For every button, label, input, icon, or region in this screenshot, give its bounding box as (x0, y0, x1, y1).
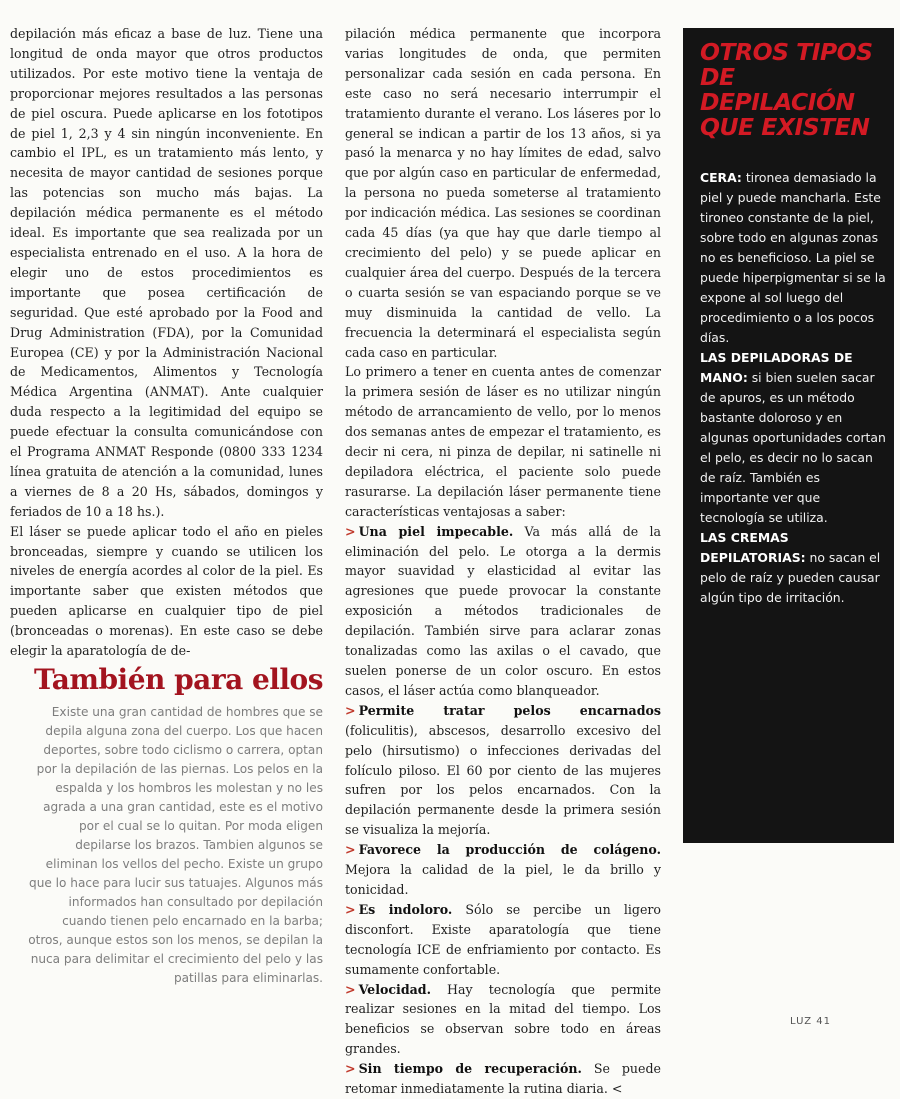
bullet-text: Hay tecnología que permite realizar sesiones en la mitad del tiempo. Los beneficios se observan sobre todo en áreas grandes. (345, 981, 661, 1057)
sidebar-item-head: CERA: (700, 170, 742, 185)
sidebar-box (683, 28, 894, 843)
bullet-marker: > (345, 842, 356, 858)
bullet-item (345, 701, 661, 840)
article-paragraph: El láser se puede aplicar todo el año en pieles bronceadas, siempre y cuando se utilicen los niveles de energía acordes al color de la piel. Es importante saber que existen métodos que pueden aplicarse en cualquier tipo de piel (bronceadas o morenas). En este caso se debe elegir la aparatología de de- (10, 523, 323, 659)
sidebar-item (700, 528, 888, 608)
bullet-item (345, 522, 661, 701)
article-column-1 (10, 24, 323, 661)
bullet-head: Sin tiempo de recuperación. (358, 1061, 582, 1077)
bullet-text: Mejora la calidad de la piel, le da brillo y tonicidad. (345, 862, 661, 897)
bullet-head: Una piel impecable. (358, 523, 514, 539)
sidebar-item-text: si bien suelen sacar de apuros, es un método bastante doloroso y en algunas oportunidades cortan el pelo, es decir no lo sacan de raíz. También es importante ver que tecnología se utiliza. (700, 370, 886, 525)
sidebar-item-head: LAS DEPILADORAS DE MANO: (700, 350, 853, 385)
article-column-2 (345, 24, 661, 1099)
bullet-item (345, 840, 661, 900)
sidebar-item (700, 348, 888, 528)
page-folio: LUZ 41 (790, 1016, 831, 1027)
sidebar-item-text: tironea demasiado la piel y puede mancharla. Este tironeo constante de la piel, sobre todo en algunas zonas no es beneficioso. La piel se puede hiperpigmentar si se la expone al sol luego del procedimiento o a los pocos días. (700, 170, 886, 345)
bullet-marker: > (345, 981, 356, 997)
bullet-item (345, 900, 661, 980)
article-paragraph: depilación más eficaz a base de luz. Tiene una longitud de onda mayor que otros productos utilizados. Por este motivo tiene la ventaja de proporcionar mejores resultados a las personas de piel oscura. Puede aplicarse en los fototipos de piel 1, 2,3 y 4 sin ningún inconveniente. En cambio el IPL, es un tratamiento más lento, y necesita de mayor cantidad de sesiones porque las potencias son mucho más bajas. La depilación médica permanente es el método ideal. Es importante que sea realizada por un especialista entrenado en el uso. A la hora de elegir uno de estos procedimientos es importante que posea certificación de seguridad. Que esté aprobado por la Food and Drug Administration (FDA), por la Comunidad Europea (CE) y por la Administración Nacional de Medicamentos, Alimentos y Tecnología Médica Argentina (ANMAT). Ante cualquier duda respecto a la legitimidad del equipo se puede efectuar la consulta comunicándose con el Programa ANMAT Responde (0800 333 1234 línea gratuita de atención a la comunidad, lunes a viernes de 8 a 20 Hs, sábados, domingos y feriados de 10 a 18 hs.). (10, 26, 323, 519)
sidebar-title: OTROS TIPOS DE DEPILACIÓN QUE EXISTEN (700, 38, 873, 141)
bullet-head: Permite tratar pelos encarnados (358, 702, 661, 718)
bullet-head: Velocidad. (358, 981, 431, 997)
box-title: También para ellos (34, 663, 323, 696)
bullet-text: Va más allá de la eliminación del pelo. Le otorga a la dermis mayor suavidad y elasticidad al evitar las agresiones que puede provocar la constante exposición a métodos tradicionales de depilación. También sirve para aclarar zonas tonalizadas como las axilas o el cavado, que suelen ponerse de un color oscuro. En estos casos, el láser actúa como blanqueador. (345, 523, 662, 698)
bullet-marker: > (345, 901, 356, 917)
article-paragraph: pilación médica permanente que incorpora varias longitudes de onda, que permiten personalizar cada sesión en cada persona. En este caso no será necesario interrumpir el tratamiento durante el verano. Los láseres por lo general se indican a partir de los 13 años, si ya pasó la menarca y no hay límites de edad, salvo que por algún caso en particular de enfermedad, la persona no pueda someterse al tratamiento por indicación médica. Las sesiones se coordinan cada 45 días (ya que hay que darle tiempo al crecimiento del pelo) y se puede aplicar en cualquier área del cuerpo. Después de la tercera o cuarta sesión se van espaciando porque se ve muy disminuida la cantidad de vello. La frecuencia la determinará el especialista según cada caso en particular. (345, 26, 661, 360)
bullet-item (345, 980, 661, 1060)
bullet-text: (foliculitis), abscesos, desarrollo excesivo del pelo (hirsutismo) o infecciones derivadas del folículo piloso. El 60 por ciento de las mujeres sufren por los pelos encarnados. Con la depilación permanente desde la primera sesión se visualiza la mejoría. (345, 722, 661, 838)
bullet-marker: > (345, 702, 356, 718)
box-text: Existe una gran cantidad de hombres que se depila alguna zona del cuerpo. Los que hacen deportes, sobre todo ciclismo o carrera, optan por la depilación de las piernas. Los pelos en la espalda y los hombros les molestan y no les agrada a una gran cantidad, este es el motivo por el cual se lo quitan. Por moda eligen depilarse los brazos. Tambien algunos se eliminan los vellos del pecho. Existe un grupo que lo hace para lucir sus tatuajes. Algunos más informados han consultado por depilación cuando tienen pelo encarnado en la barba; otros, aunque estos son los menos, se depilan la nuca para delimitar el crecimiento del pelo y las patillas para eliminarlas. (28, 705, 323, 985)
sidebar-item-head: LAS CREMAS DEPILATORIAS: (700, 530, 806, 565)
article-paragraph: Lo primero a tener en cuenta antes de comenzar la primera sesión de láser es no utilizar ningún método de arrancamiento de vello, por lo menos dos semanas antes de empezar el tratamiento, es decir ni cera, ni pinza de depilar, ni satinelle ni depiladora eléctrica, el paciente solo puede rasurarse. La depilación láser permanente tiene características ventajosas a saber: (345, 364, 661, 519)
bullet-head: Favorece la producción de colágeno. (358, 842, 661, 858)
bullet-marker: > (345, 1061, 356, 1077)
sidebar-item-text: no sacan el pelo de raíz y pueden causar algún tipo de irritación. (700, 550, 881, 605)
bullet-head: Es indoloro. (358, 901, 453, 917)
bullet-text: Sólo se percibe un ligero disconfort. Existe aparatología que tiene tecnología ICE de enfriamiento por contacto. Es sumamente confortable. (345, 901, 661, 977)
bullet-item (345, 1059, 661, 1099)
bullet-marker: > (345, 523, 356, 539)
sidebar-item (700, 168, 888, 348)
bullet-text: Se puede retomar inmediatamente la rutina diaria. < (345, 1061, 661, 1097)
sidebar-body (700, 168, 888, 608)
